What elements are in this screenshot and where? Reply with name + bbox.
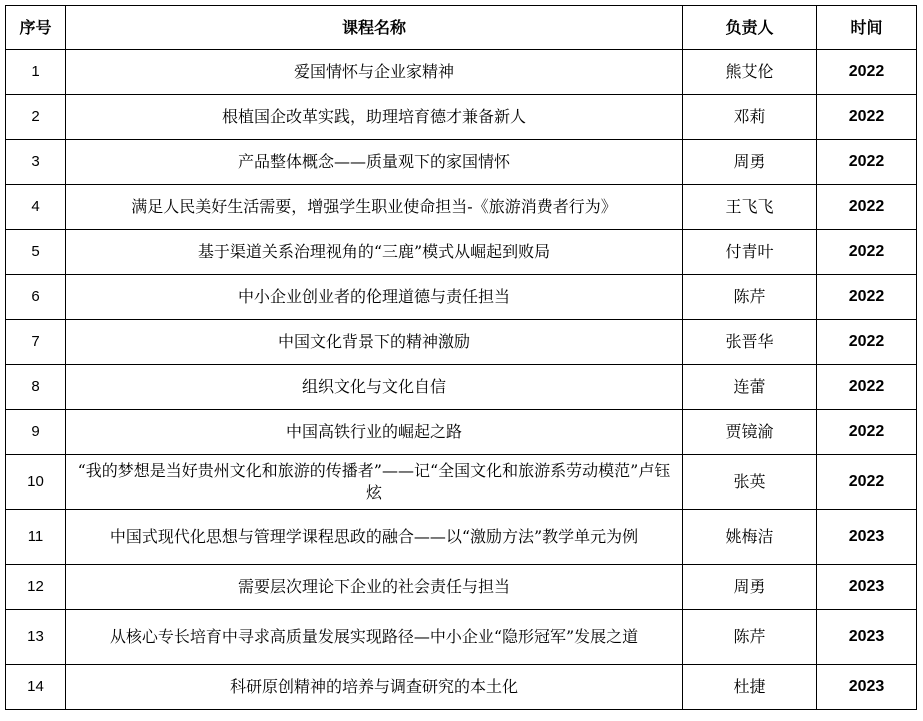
row-course: 中国文化背景下的精神激励 — [66, 320, 683, 365]
row-course: 中国高铁行业的崛起之路 — [66, 410, 683, 455]
row-owner: 周勇 — [683, 565, 817, 610]
table-row — [6, 510, 917, 565]
row-index: 7 — [6, 320, 66, 365]
row-owner: 熊艾伦 — [683, 50, 817, 95]
row-index: 8 — [6, 365, 66, 410]
row-index: 9 — [6, 410, 66, 455]
row-index: 4 — [6, 185, 66, 230]
row-owner: 姚梅洁 — [683, 510, 817, 565]
row-owner: 张晋华 — [683, 320, 817, 365]
table-row — [6, 230, 917, 275]
row-course: 科研原创精神的培养与调查研究的本土化 — [66, 665, 683, 710]
row-course: 中国式现代化思想与管理学课程思政的融合——以“激励方法”教学单元为例 — [66, 510, 683, 565]
row-year: 2022 — [817, 50, 917, 95]
course-table — [5, 5, 917, 710]
row-owner: 陈芹 — [683, 275, 817, 320]
row-course: 根植国企改革实践，助理培育德才兼备新人 — [66, 95, 683, 140]
table-row — [6, 455, 917, 510]
table-row — [6, 275, 917, 320]
row-year: 2022 — [817, 95, 917, 140]
row-course: 爱国情怀与企业家精神 — [66, 50, 683, 95]
header-index: 序号 — [6, 6, 66, 50]
row-year: 2022 — [817, 455, 917, 510]
table-row — [6, 410, 917, 455]
row-course: 满足人民美好生活需要，增强学生职业使命担当-《旅游消费者行为》 — [66, 185, 683, 230]
row-year: 2023 — [817, 510, 917, 565]
row-course: “我的梦想是当好贵州文化和旅游的传播者”——记“全国文化和旅游系劳动模范”卢钰炫 — [66, 455, 683, 510]
row-index: 2 — [6, 95, 66, 140]
table-row — [6, 50, 917, 95]
row-year: 2023 — [817, 565, 917, 610]
row-owner: 贾镜渝 — [683, 410, 817, 455]
row-year: 2022 — [817, 320, 917, 365]
row-course: 中小企业创业者的伦理道德与责任担当 — [66, 275, 683, 320]
row-year: 2023 — [817, 610, 917, 665]
row-year: 2022 — [817, 365, 917, 410]
header-row — [6, 6, 917, 50]
row-owner: 陈芹 — [683, 610, 817, 665]
row-owner: 杜捷 — [683, 665, 817, 710]
row-year: 2022 — [817, 140, 917, 185]
row-owner: 连蕾 — [683, 365, 817, 410]
table-row — [6, 365, 917, 410]
header-course: 课程名称 — [66, 6, 683, 50]
table-row — [6, 565, 917, 610]
row-index: 14 — [6, 665, 66, 710]
row-index: 1 — [6, 50, 66, 95]
table-row — [6, 610, 917, 665]
row-year: 2022 — [817, 230, 917, 275]
row-index: 3 — [6, 140, 66, 185]
row-year: 2022 — [817, 410, 917, 455]
header-year: 时间 — [817, 6, 917, 50]
row-index: 5 — [6, 230, 66, 275]
row-index: 6 — [6, 275, 66, 320]
row-owner: 邓莉 — [683, 95, 817, 140]
row-index: 10 — [6, 455, 66, 510]
header-owner: 负责人 — [683, 6, 817, 50]
row-owner: 付青叶 — [683, 230, 817, 275]
row-index: 12 — [6, 565, 66, 610]
row-owner: 王飞飞 — [683, 185, 817, 230]
table-row — [6, 665, 917, 710]
row-index: 13 — [6, 610, 66, 665]
table-row — [6, 140, 917, 185]
row-course: 需要层次理论下企业的社会责任与担当 — [66, 565, 683, 610]
row-course: 产品整体概念——质量观下的家国情怀 — [66, 140, 683, 185]
row-year: 2022 — [817, 275, 917, 320]
row-course: 基于渠道关系治理视角的“三鹿”模式从崛起到败局 — [66, 230, 683, 275]
row-owner: 张英 — [683, 455, 817, 510]
row-owner: 周勇 — [683, 140, 817, 185]
row-course: 组织文化与文化自信 — [66, 365, 683, 410]
row-year: 2022 — [817, 185, 917, 230]
table-row — [6, 185, 917, 230]
row-year: 2023 — [817, 665, 917, 710]
table-row — [6, 320, 917, 365]
row-index: 11 — [6, 510, 66, 565]
row-course: 从核心专长培育中寻求高质量发展实现路径—中小企业“隐形冠军”发展之道 — [66, 610, 683, 665]
table-row — [6, 95, 917, 140]
